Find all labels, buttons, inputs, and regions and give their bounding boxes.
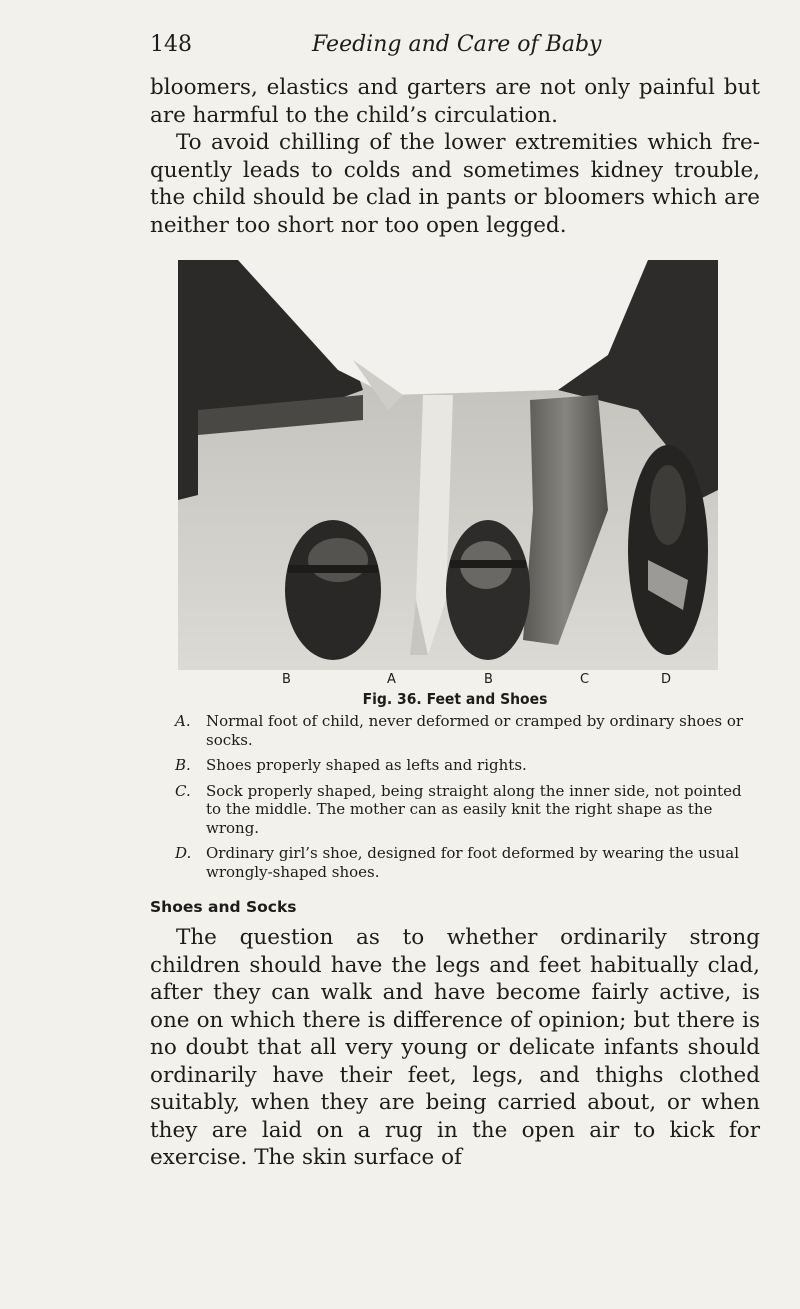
feet-and-shoes-photo [178, 260, 718, 670]
body-paragraph: The question as to whether ordinarily strong children should have the legs and feet habitually clad, after they can walk and have become fairly active, is one on which there is difference of opinion; but there is no doubt that all very young or delicate infants should ordinarily have their feet, legs, and thighs clothed suitably, when they are being carried about, or when they are laid on a rug in the open air to kick for exercise. The skin surface of [150, 925, 760, 1170]
legend-item [150, 712, 760, 749]
figure-letter-b-left: B [282, 672, 291, 687]
legend-text: Sock properly shaped, being straight along the inner side, not pointed to the middle. The mother can as easily knit the right shape as the wrong. [206, 781, 742, 837]
legend-text: Ordinary girl’s shoe, designed for foot deformed by wearing the usual wrongly-shaped shoes. [206, 844, 739, 881]
legend-key: A. [175, 712, 191, 730]
figure-legend [150, 712, 760, 888]
page-number: 148 [150, 32, 192, 57]
figure-letter-labels [178, 672, 718, 690]
figure-letter-d: D [661, 672, 672, 687]
legend-text: Shoes properly shaped as lefts and rights. [206, 756, 527, 774]
legend-key: D. [175, 844, 192, 862]
figure-letter-a: A [387, 672, 396, 687]
figure-letter-c: C [580, 672, 590, 687]
page-header [150, 32, 760, 62]
legend-item [150, 756, 760, 775]
figure-letter-b-right: B [484, 672, 493, 687]
legend-key: C. [175, 781, 191, 800]
figure-caption: Fig. 36. Feet and Shoes [362, 690, 548, 708]
intro-paragraph-2: To avoid chilling of the lower extremities which fre-quently leads to colds and sometimes kidney trouble, the child should be clad in pants or bloomers which are neither too short nor too open legged. [150, 130, 760, 238]
legend-item [150, 844, 760, 881]
legend-item [150, 782, 760, 838]
intro-paragraph-1: bloomers, elastics and garters are not only painful but are harmful to the child’s circulation. [150, 75, 760, 128]
legend-key: B. [175, 756, 191, 774]
running-title: Feeding and Care of Baby [312, 32, 602, 57]
section-heading: Shoes and Socks [150, 898, 297, 916]
legend-text: Normal foot of child, never deformed or cramped by ordinary shoes or socks. [206, 712, 744, 749]
